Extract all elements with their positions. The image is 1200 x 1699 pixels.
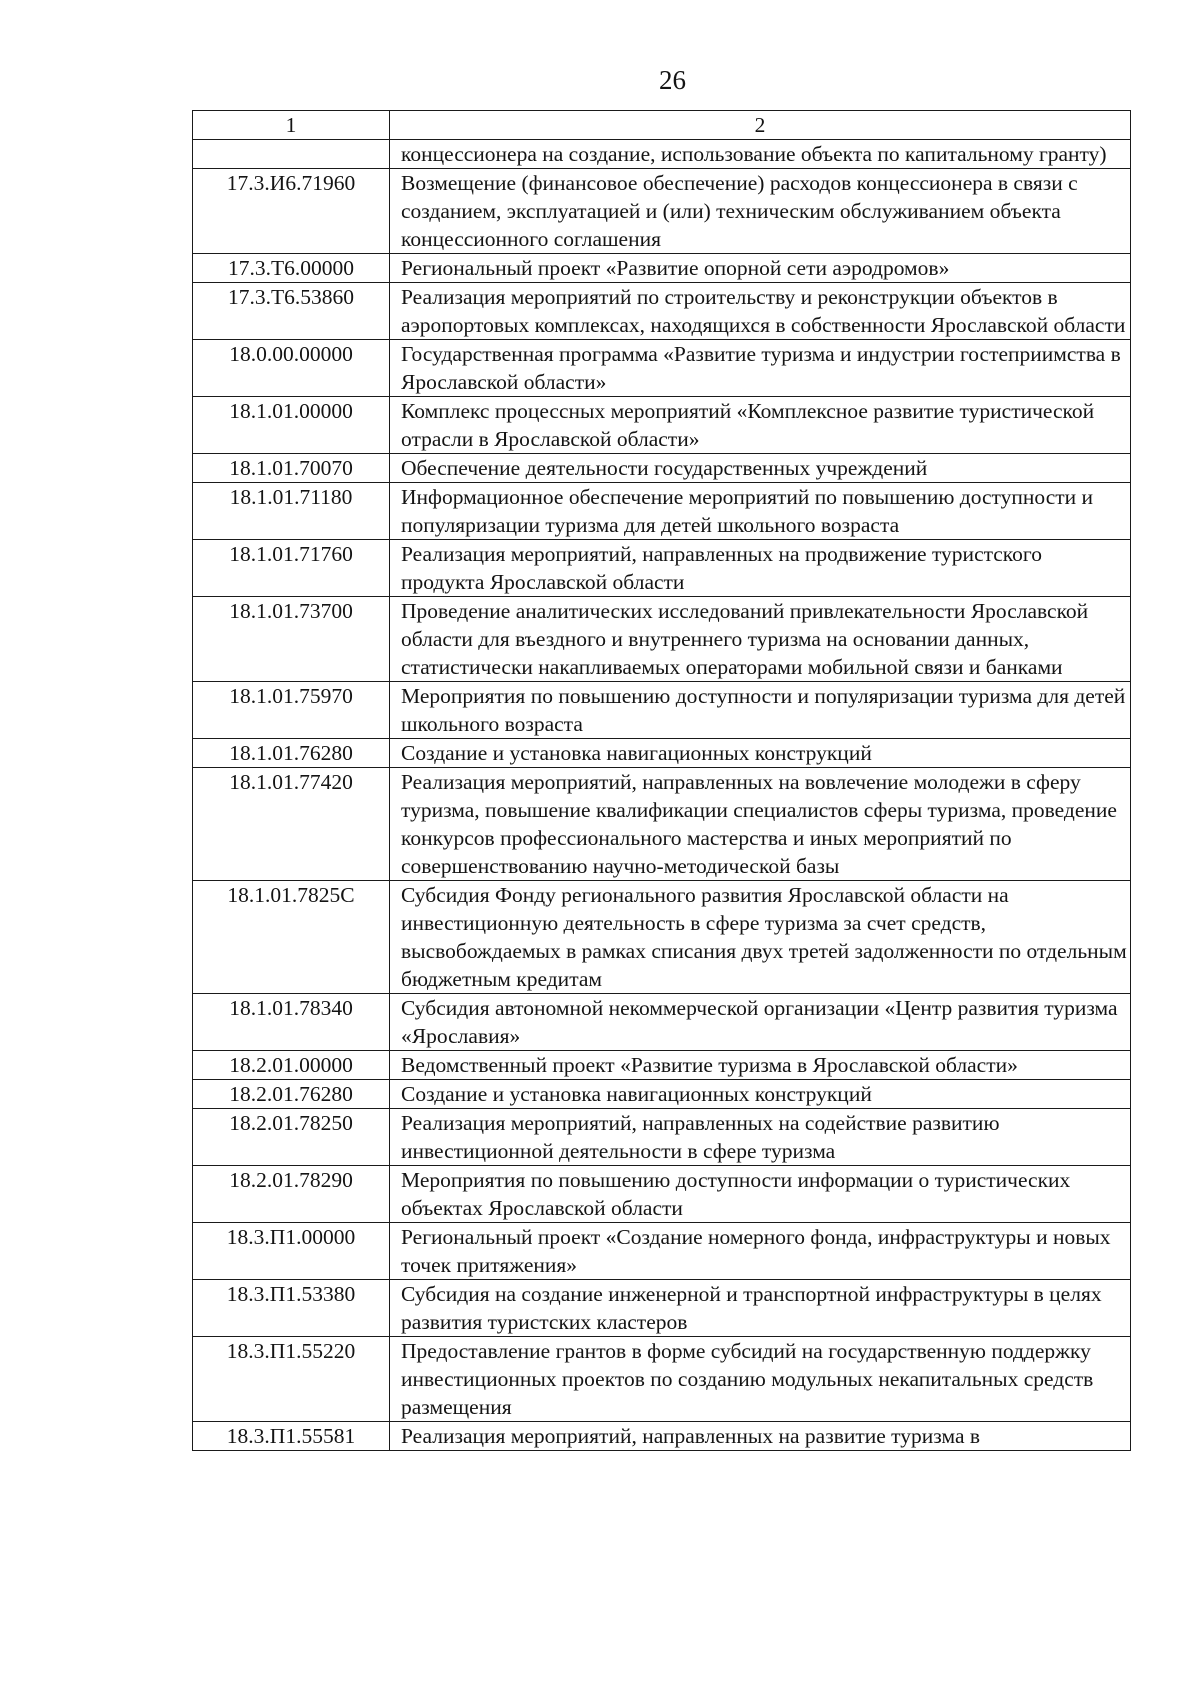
row-code: 18.3.П1.53380 <box>193 1280 390 1337</box>
row-code: 18.1.01.71180 <box>193 483 390 540</box>
row-name: Создание и установка навигационных конструкций <box>390 1080 1131 1109</box>
row-code: 18.2.01.78250 <box>193 1109 390 1166</box>
table-row <box>193 169 1131 254</box>
column-header-name: 2 <box>390 111 1131 140</box>
row-code: 17.3.Т6.53860 <box>193 283 390 340</box>
row-name: концессионера на создание, использование объекта по капитальному гранту) <box>390 140 1131 169</box>
table-row <box>193 483 1131 540</box>
row-code: 18.1.01.71760 <box>193 540 390 597</box>
table-row <box>193 140 1131 169</box>
row-name: Субсидия Фонду регионального развития Ярославской области на инвестиционную деятельность в сфере туризма за счет средств, высвобождаемых в рамках списания двух третей задолженности по отдельным бюджетным кредитам <box>390 881 1131 994</box>
row-name: Региональный проект «Развитие опорной сети аэродромов» <box>390 254 1131 283</box>
row-name: Комплекс процессных мероприятий «Комплексное развитие туристической отрасли в Ярославской области» <box>390 397 1131 454</box>
row-code: 18.0.00.00000 <box>193 340 390 397</box>
row-code: 18.1.01.7825С <box>193 881 390 994</box>
row-code: 18.2.01.78290 <box>193 1166 390 1223</box>
table-row <box>193 397 1131 454</box>
row-code: 18.1.01.70070 <box>193 454 390 483</box>
table-row <box>193 1422 1131 1451</box>
table-header-row <box>193 111 1131 140</box>
row-name: Субсидия на создание инженерной и транспортной инфраструктуры в целях развития туристских кластеров <box>390 1280 1131 1337</box>
row-name: Информационное обеспечение мероприятий по повышению доступности и популяризации туризма для детей школьного возраста <box>390 483 1131 540</box>
column-header-code: 1 <box>193 111 390 140</box>
row-name: Ведомственный проект «Развитие туризма в Ярославской области» <box>390 1051 1131 1080</box>
table-row <box>193 1051 1131 1080</box>
row-code: 17.3.И6.71960 <box>193 169 390 254</box>
row-code: 18.3.П1.55581 <box>193 1422 390 1451</box>
row-name: Региональный проект «Создание номерного фонда, инфраструктуры и новых точек притяжения» <box>390 1223 1131 1280</box>
table-row <box>193 283 1131 340</box>
table-row <box>193 254 1131 283</box>
row-code: 18.1.01.73700 <box>193 597 390 682</box>
table-row <box>193 454 1131 483</box>
table-row <box>193 881 1131 994</box>
table-row <box>193 1223 1131 1280</box>
row-name: Обеспечение деятельности государственных учреждений <box>390 454 1131 483</box>
row-name: Реализация мероприятий, направленных на вовлечение молодежи в сферу туризма, повышение квалификации специалистов сферы туризма, проведение конкурсов профессионального мастерства и иных мероприятий по совершенствованию научно-методической базы <box>390 768 1131 881</box>
row-code: 18.1.01.76280 <box>193 739 390 768</box>
row-code: 17.3.Т6.00000 <box>193 254 390 283</box>
row-code: 18.2.01.00000 <box>193 1051 390 1080</box>
row-code: 18.1.01.75970 <box>193 682 390 739</box>
table-row <box>193 1337 1131 1422</box>
table-row <box>193 1080 1131 1109</box>
row-name: Создание и установка навигационных конструкций <box>390 739 1131 768</box>
row-name: Мероприятия по повышению доступности информации о туристических объектах Ярославской области <box>390 1166 1131 1223</box>
row-code: 18.1.01.77420 <box>193 768 390 881</box>
table-row <box>193 1109 1131 1166</box>
table-row <box>193 768 1131 881</box>
row-code: 18.3.П1.00000 <box>193 1223 390 1280</box>
table-row <box>193 597 1131 682</box>
classification-table <box>192 110 1131 1451</box>
row-name: Мероприятия по повышению доступности и популяризации туризма для детей школьного возраста <box>390 682 1131 739</box>
row-name: Реализация мероприятий, направленных на содействие развитию инвестиционной деятельности в сфере туризма <box>390 1109 1131 1166</box>
row-code: 18.1.01.78340 <box>193 994 390 1051</box>
table-row <box>193 540 1131 597</box>
table-row <box>193 1166 1131 1223</box>
row-name: Реализация мероприятий по строительству и реконструкции объектов в аэропортовых комплексах, находящихся в собственности Ярославской области <box>390 283 1131 340</box>
row-code: 18.2.01.76280 <box>193 1080 390 1109</box>
table-row <box>193 1280 1131 1337</box>
row-name: Реализация мероприятий, направленных на развитие туризма в <box>390 1422 1131 1451</box>
page-number: 26 <box>659 65 686 95</box>
row-code: 18.3.П1.55220 <box>193 1337 390 1422</box>
row-code <box>193 140 390 169</box>
table-row <box>193 682 1131 739</box>
row-code: 18.1.01.00000 <box>193 397 390 454</box>
row-name: Проведение аналитических исследований привлекательности Ярославской области для въездного и внутреннего туризма на основании данных, статистически накапливаемых операторами мобильной связи и банками <box>390 597 1131 682</box>
table-row <box>193 340 1131 397</box>
table-row <box>193 994 1131 1051</box>
row-name: Предоставление грантов в форме субсидий на государственную поддержку инвестиционных проектов по созданию модульных некапитальных средств размещения <box>390 1337 1131 1422</box>
table-row <box>193 739 1131 768</box>
row-name: Субсидия автономной некоммерческой организации «Центр развития туризма «Ярославия» <box>390 994 1131 1051</box>
row-name: Реализация мероприятий, направленных на продвижение туристского продукта Ярославской области <box>390 540 1131 597</box>
row-name: Возмещение (финансовое обеспечение) расходов концессионера в связи с созданием, эксплуатацией и (или) техническим обслуживанием объекта концессионного соглашения <box>390 169 1131 254</box>
row-name: Государственная программа «Развитие туризма и индустрии гостеприимства в Ярославской области» <box>390 340 1131 397</box>
